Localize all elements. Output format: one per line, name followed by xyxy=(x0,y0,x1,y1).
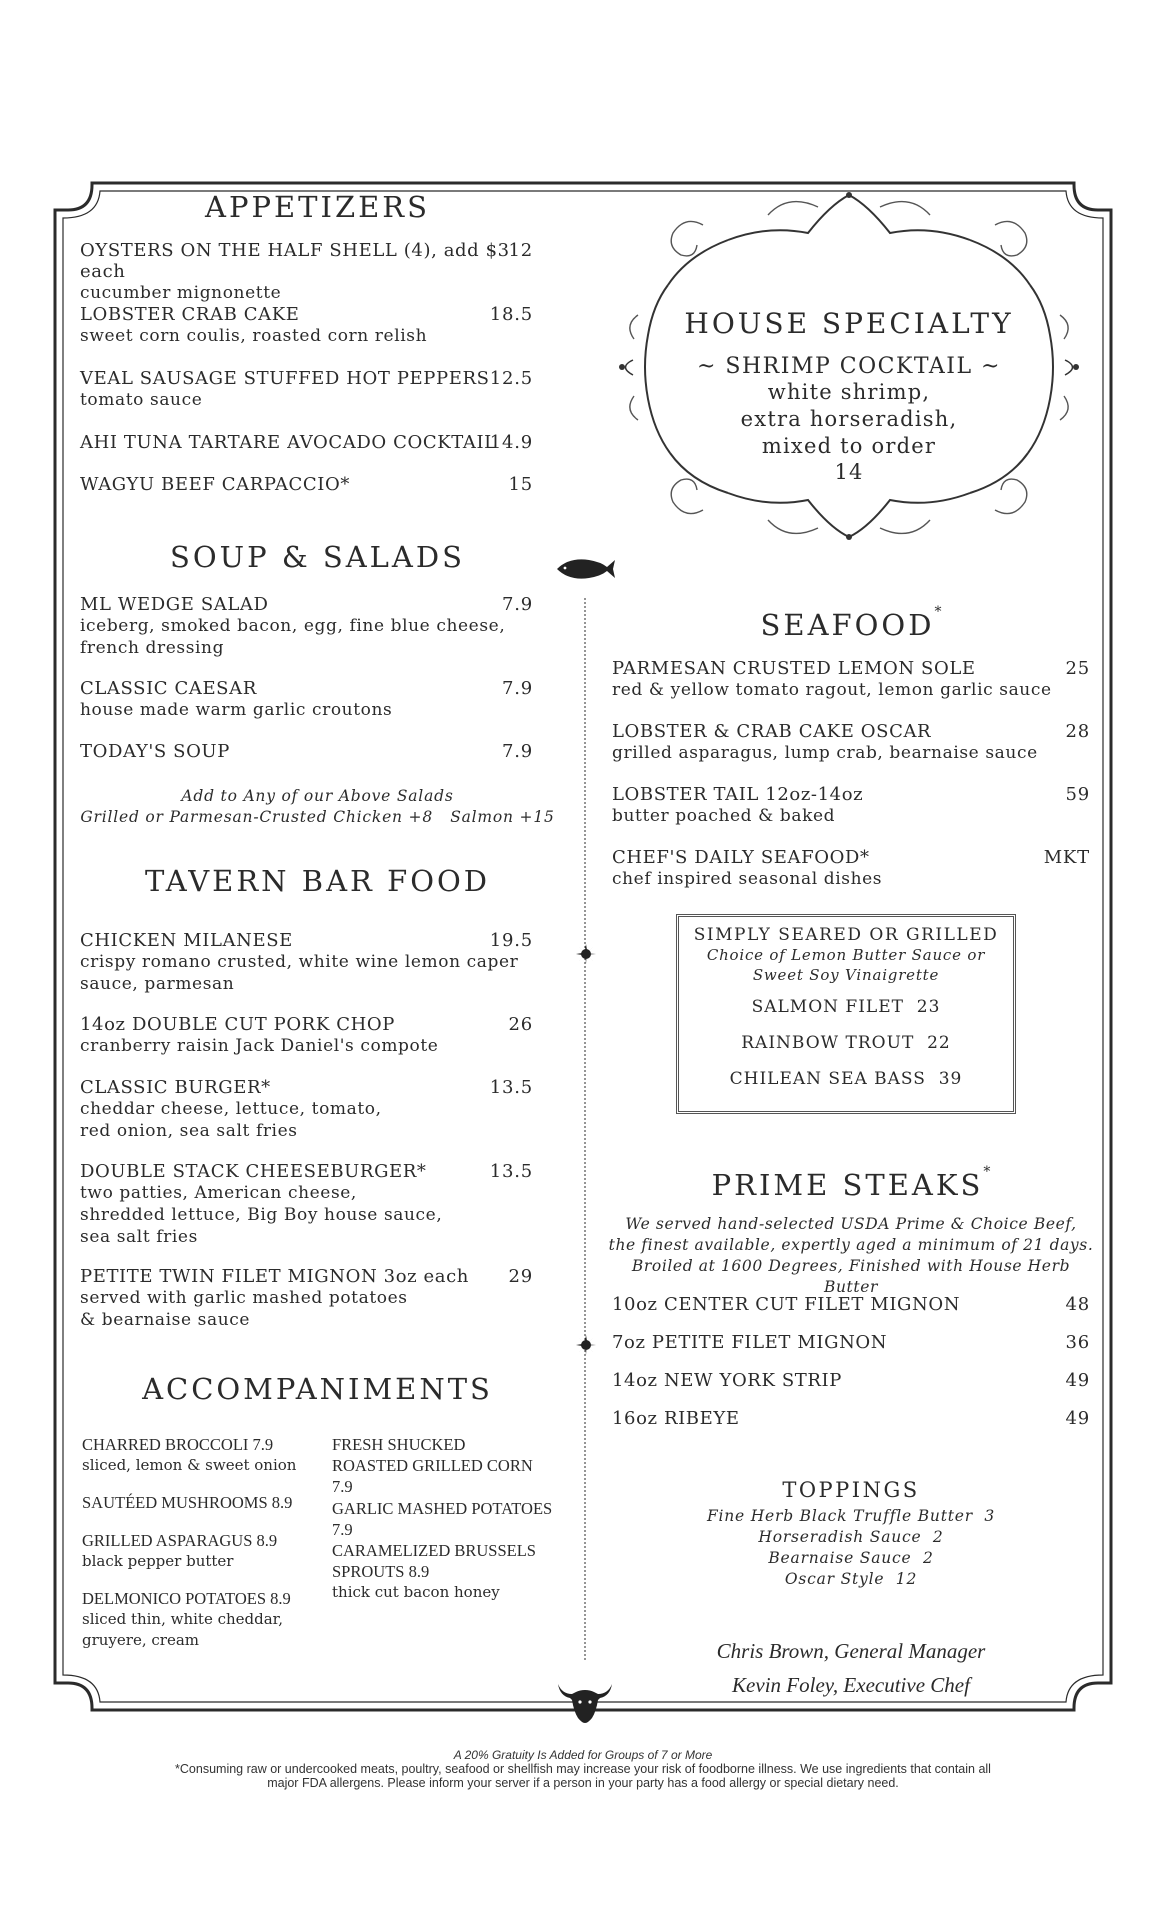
item-name: 14oz NEW YORK STRIP xyxy=(612,1370,842,1391)
list-item xyxy=(332,1540,536,1603)
item-name: LOBSTER CRAB CAKE xyxy=(80,304,300,325)
note-line: Broiled at 1600 Degrees, Finished with House Herb Butter xyxy=(631,1257,1071,1296)
house-specialty-dish: ~ SHRIMP COCKTAIL ~ xyxy=(697,354,1001,379)
item-desc: crispy romano crusted, white wine lemon caper xyxy=(80,952,519,972)
list-item xyxy=(82,1492,292,1513)
item-name: ML WEDGE SALAD xyxy=(80,594,269,615)
item-price: 25 xyxy=(1065,658,1090,679)
item-desc: butter poached & baked xyxy=(612,806,836,826)
accompaniments-title: ACCOMPANIMENTS xyxy=(142,1372,493,1406)
item-desc: red onion, sea salt fries xyxy=(80,1121,298,1141)
item-desc: sauce, parmesan xyxy=(80,974,235,994)
menu-item xyxy=(80,474,555,495)
list-item xyxy=(82,1434,296,1476)
item-price: 18.5 xyxy=(489,304,533,325)
fish-icon xyxy=(555,556,617,582)
item-desc: & bearnaise sauce xyxy=(80,1310,251,1330)
toppings-section xyxy=(612,1478,1090,1590)
menu-item xyxy=(80,432,555,453)
starburst-icon xyxy=(576,944,596,964)
note-line: Grilled or Parmesan-Crusted Chicken +8 Salmon +15 xyxy=(80,808,555,826)
item-name: PARMESAN CRUSTED LEMON SOLE xyxy=(612,658,976,679)
menu-item xyxy=(80,1014,555,1057)
executive-chef: Kevin Foley, Executive Chef xyxy=(732,1673,970,1697)
note-line: Add to Any of our Above Salads xyxy=(181,787,454,805)
seared-box xyxy=(676,914,1016,1114)
item-price: 14.9 xyxy=(489,432,533,453)
item-price: 19.5 xyxy=(489,930,533,951)
item-desc: sea salt fries xyxy=(80,1227,198,1247)
list-item xyxy=(82,1530,277,1572)
seafood-title-text: SEAFOOD xyxy=(760,608,935,642)
topping-item: Bearnaise Sauce 2 xyxy=(768,1549,934,1567)
house-specialty-line: mixed to order xyxy=(761,434,937,458)
menu-item xyxy=(612,1332,1090,1353)
item-name: OYSTERS ON THE HALF SHELL (4), add $3 each xyxy=(80,240,510,282)
menu-item xyxy=(80,1077,555,1142)
topping-item: Oscar Style 12 xyxy=(784,1570,918,1588)
disclaimer: *Consuming raw or undercooked meats, poultry, seafood or shellfish may increase your risk of foodborne illness. We use ingredients that contain all xyxy=(175,1762,991,1776)
seared-item: CHILEAN SEA BASS 39 xyxy=(729,1069,963,1089)
note-line: We served hand-selected USDA Prime & Choice Beef, xyxy=(625,1215,1077,1233)
item-price: 59 xyxy=(1065,784,1090,805)
item-name: CLASSIC BURGER* xyxy=(80,1077,271,1098)
item-price: 49 xyxy=(1065,1370,1090,1391)
item-price: 7.9 xyxy=(501,594,533,615)
menu-item xyxy=(80,741,555,762)
item-name: CHICKEN MILANESE xyxy=(80,930,293,951)
seafood-title-star: * xyxy=(934,604,942,620)
acc-desc: thick cut bacon honey xyxy=(332,1583,500,1601)
item-name: WAGYU BEEF CARPACCIO* xyxy=(80,474,350,495)
acc-name: SPROUTS 8.9 xyxy=(332,1562,430,1581)
menu-item xyxy=(612,1294,1090,1315)
footer xyxy=(0,1748,1166,1790)
item-price: 28 xyxy=(1065,721,1090,742)
seared-item: SALMON FILET 23 xyxy=(751,997,941,1017)
item-desc: shredded lettuce, Big Boy house sauce, xyxy=(80,1205,443,1225)
menu-item xyxy=(612,1370,1090,1391)
item-name: TODAY'S SOUP xyxy=(80,741,230,762)
item-desc: cranberry raisin Jack Daniel's compote xyxy=(80,1036,439,1056)
acc-name: CARAMELIZED BRUSSELS xyxy=(332,1541,536,1560)
item-name: CLASSIC CAESAR xyxy=(80,678,257,699)
menu-item xyxy=(612,721,1090,764)
menu-item xyxy=(612,784,1090,827)
starburst-icon xyxy=(576,1335,596,1355)
item-desc: sweet corn coulis, roasted corn relish xyxy=(80,326,428,346)
acc-desc: black pepper butter xyxy=(82,1552,234,1570)
acc-name: ROASTED GRILLED CORN 7.9 xyxy=(332,1456,533,1496)
seared-sub: Sweet Soy Vinaigrette xyxy=(752,966,940,984)
item-price: 12 xyxy=(508,240,533,261)
seared-sub: Choice of Lemon Butter Sauce or xyxy=(706,946,986,964)
menu-item xyxy=(612,847,1090,890)
item-price: 29 xyxy=(508,1266,533,1287)
house-specialty-title: HOUSE SPECIALTY xyxy=(684,307,1014,340)
item-price: 49 xyxy=(1065,1408,1090,1429)
item-name: AHI TUNA TARTARE AVOCADO COCKTAIL xyxy=(80,432,497,453)
item-name: 7oz PETITE FILET MIGNON xyxy=(612,1332,888,1353)
item-desc: served with garlic mashed potatoes xyxy=(80,1288,408,1308)
gratuity-note: A 20% Gratuity Is Added for Groups of 7 or More xyxy=(453,1748,713,1762)
menu-item xyxy=(80,594,555,659)
salad-addon-note xyxy=(80,786,555,828)
item-desc: cucumber mignonette xyxy=(80,283,282,303)
list-item xyxy=(82,1588,291,1651)
menu-item xyxy=(80,930,555,995)
item-desc: two patties, American cheese, xyxy=(80,1183,357,1203)
steaks-title xyxy=(612,1164,1090,1202)
item-name: DOUBLE STACK CHEESEBURGER* xyxy=(80,1161,427,1182)
toppings-title: TOPPINGS xyxy=(782,1478,920,1502)
item-price: 15 xyxy=(508,474,533,495)
acc-name: GRILLED ASPARAGUS 8.9 xyxy=(82,1531,278,1550)
menu-item xyxy=(80,1266,555,1331)
item-price: 48 xyxy=(1065,1294,1090,1315)
item-price: 13.5 xyxy=(489,1161,533,1182)
item-name: LOBSTER & CRAB CAKE OSCAR xyxy=(612,721,932,742)
list-item xyxy=(332,1498,557,1540)
menu-item xyxy=(612,658,1090,701)
bull-head-icon xyxy=(556,1680,614,1724)
item-price: 7.9 xyxy=(501,678,533,699)
item-price: 7.9 xyxy=(501,741,533,762)
acc-desc: sliced, lemon & sweet onion xyxy=(82,1456,297,1474)
note-line: the finest available, expertly aged a minimum of 21 days. xyxy=(608,1236,1094,1254)
steaks-title-text: PRIME STEAKS xyxy=(711,1168,984,1202)
acc-desc: gruyere, cream xyxy=(82,1631,199,1649)
item-desc: iceberg, smoked bacon, egg, fine blue cheese, xyxy=(80,616,506,636)
item-desc: house made warm garlic croutons xyxy=(80,700,393,720)
item-desc: tomato sauce xyxy=(80,390,203,410)
item-name: PETITE TWIN FILET MIGNON 3oz each xyxy=(80,1266,469,1287)
item-desc: chef inspired seasonal dishes xyxy=(612,869,883,889)
house-specialty-price: 14 xyxy=(834,460,864,484)
list-item xyxy=(332,1434,557,1497)
topping-item: Horseradish Sauce 2 xyxy=(758,1528,944,1546)
menu-item xyxy=(80,304,555,347)
item-desc: cheddar cheese, lettuce, tomato, xyxy=(80,1099,382,1119)
item-desc: grilled asparagus, lump crab, bearnaise sauce xyxy=(612,743,1038,763)
item-name: LOBSTER TAIL 12oz-14oz xyxy=(612,784,864,805)
menu-item xyxy=(80,240,555,304)
menu-item xyxy=(80,368,555,411)
acc-name: SAUTÉED MUSHROOMS 8.9 xyxy=(82,1493,293,1512)
topping-item: Fine Herb Black Truffle Butter 3 xyxy=(706,1507,996,1525)
item-price: MKT xyxy=(1043,847,1090,868)
seared-title: SIMPLY SEARED OR GRILLED xyxy=(693,925,999,945)
acc-desc: sliced thin, white cheddar, xyxy=(82,1610,283,1628)
menu-item xyxy=(612,1408,1090,1429)
disclaimer: major FDA allergens. Please inform your server if a person in your party has a food allergy or special dietary need. xyxy=(267,1776,899,1790)
menu-item xyxy=(80,678,555,721)
item-desc: red & yellow tomato ragout, lemon garlic sauce xyxy=(612,680,1052,700)
menu-item xyxy=(80,1161,555,1248)
item-price: 36 xyxy=(1065,1332,1090,1353)
house-specialty-line: extra horseradish, xyxy=(740,407,958,431)
item-desc: french dressing xyxy=(80,638,225,658)
seafood-title xyxy=(612,604,1090,642)
steaks-note xyxy=(606,1214,1096,1298)
acc-name: CHARRED BROCCOLI 7.9 xyxy=(82,1435,274,1454)
item-name: VEAL SAUSAGE STUFFED HOT PEPPERS xyxy=(80,368,490,389)
acc-name: GARLIC MASHED POTATOES 7.9 xyxy=(332,1499,553,1539)
house-specialty-card xyxy=(608,185,1090,550)
house-specialty-line: white shrimp, xyxy=(767,380,931,404)
item-price: 26 xyxy=(508,1014,533,1035)
tavern-title: TAVERN BAR FOOD xyxy=(144,864,491,898)
item-name: CHEF'S DAILY SEAFOOD* xyxy=(612,847,870,868)
item-name: 16oz RIBEYE xyxy=(612,1408,740,1429)
soups-title: SOUP & SALADS xyxy=(170,540,465,574)
acc-name: FRESH SHUCKED xyxy=(332,1435,466,1454)
item-price: 13.5 xyxy=(489,1077,533,1098)
acc-name: DELMONICO POTATOES 8.9 xyxy=(82,1589,291,1608)
general-manager: Chris Brown, General Manager xyxy=(716,1639,986,1663)
staff-credits xyxy=(612,1634,1090,1702)
item-name: 10oz CENTER CUT FILET MIGNON xyxy=(612,1294,961,1315)
item-name: 14oz DOUBLE CUT PORK CHOP xyxy=(80,1014,395,1035)
appetizers-title: APPETIZERS xyxy=(205,190,430,224)
item-price: 12.5 xyxy=(489,368,533,389)
steaks-title-star: * xyxy=(983,1164,991,1180)
seared-item: RAINBOW TROUT 22 xyxy=(741,1033,951,1053)
